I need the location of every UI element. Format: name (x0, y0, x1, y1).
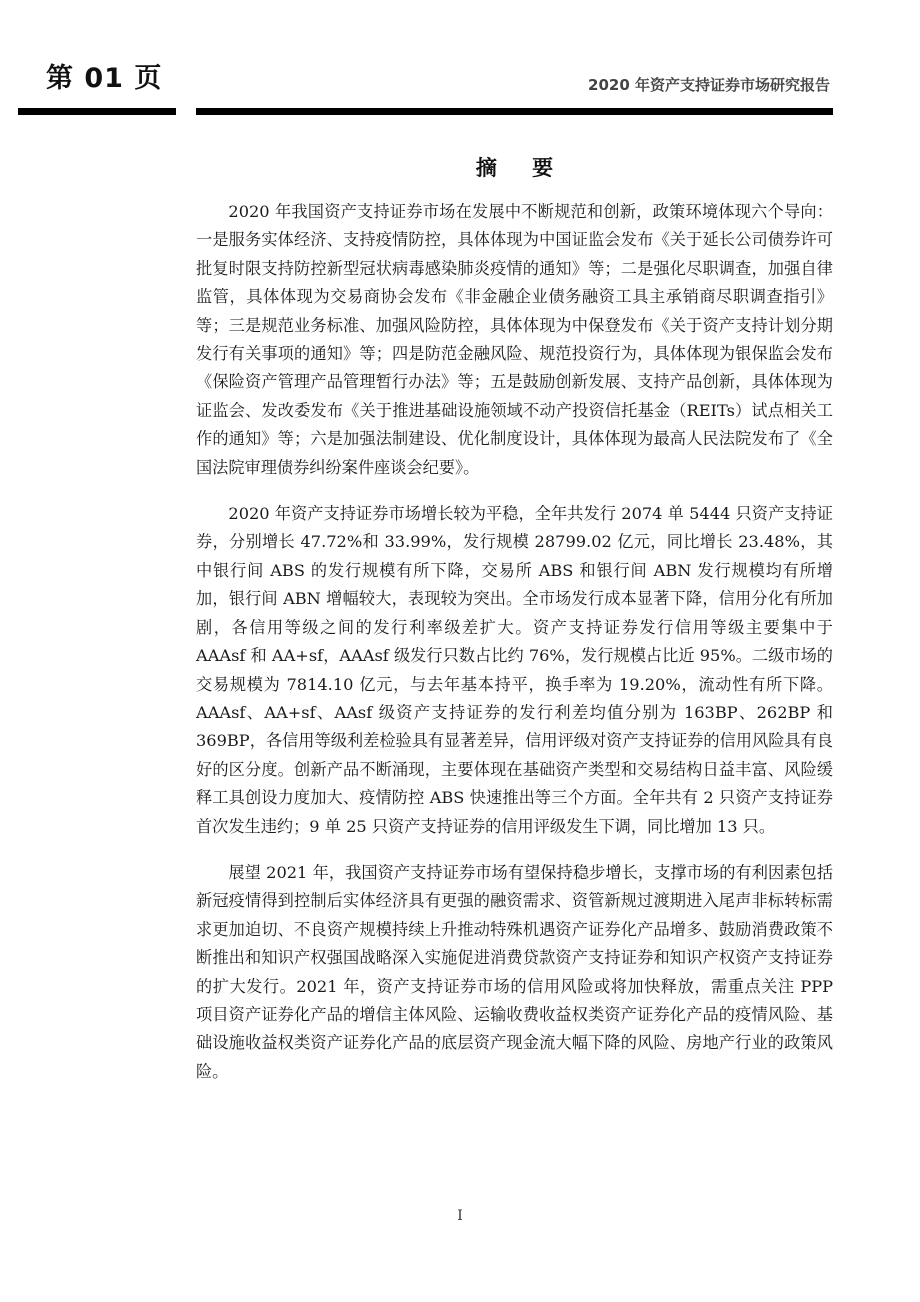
abstract-section (196, 152, 833, 1104)
page-number: I (457, 1208, 463, 1224)
abstract-paragraph-market: 2020 年资产支持证券市场增长较为平稳，全年共发行 2074 单 5444 只资产支持证券，分别增长 47.72%和 33.99%，发行规模 28799.02 亿元，同比增长 23.48%，其中银行间 ABS 的发行规模有所下降，交易所 ABS 和银行间 ABN 发行规模均有所增加，银行间 ABN 增幅较大，表现较为突出。全市场发行成本显著下降，信用分化有所加剧，各信用等级之间的发行利率级差扩大。资产支持证券发行信用等级主要集中于 AAAsf 和 AA+sf，AAAsf 级发行只数占比约 76%，发行规模占比近 95%。二级市场的交易规模为 7814.10 亿元，与去年基本持平，换手率为 19.20%，流动性有所下降。AAAsf、AA+sf、AAsf 级资产支持证券的发行利差均值分别为 163BP、262BP 和 369BP，各信用等级利差检验具有显著差异，信用评级对资产支持证券的信用风险具有良好的区分度。创新产品不断涌现，主要体现在基础资产类型和交易结构日益丰富、风险缓释工具创设力度加大、疫情防控 ABS 快速推出等三个方面。全年共有 2 只资产支持证券首次发生违约；9 单 25 只资产支持证券的信用评级发生下调，同比增加 13 只。 (196, 504, 833, 836)
abstract-heading: 摘 要 (475, 156, 568, 180)
report-title: 2020 年资产支持证券市场研究报告 (588, 76, 830, 94)
header-rule-left (18, 108, 176, 115)
abstract-paragraph-outlook: 展望 2021 年，我国资产支持证券市场有望保持稳步增长，支撑市场的有利因素包括新冠疫情得到控制后实体经济具有更强的融资需求、资管新规过渡期进入尾声非标转标需求更加迫切、不良资产规模持续上升推动特殊机遇资产证券化产品增多、鼓励消费政策不断推出和知识产权强国战略深入实施促进消费贷款资产支持证券和知识产权资产支持证券的扩大发行。2021 年，资产支持证券市场的信用风险或将加快释放，需重点关注 PPP 项目资产证券化产品的增信主体风险、运输收费收益权类资产证券化产品的疫情风险、基础设施收益权类资产证券化产品的底层资产现金流大幅下降的风险、房地产行业的政策风险。 (196, 862, 833, 1081)
page-label: 第 01 页 (46, 63, 163, 94)
abstract-paragraph-policy: 2020 年我国资产支持证券市场在发展中不断规范和创新，政策环境体现六个导向：一是服务实体经济、支持疫情防控，具体体现为中国证监会发布《关于延长公司债券许可批复时限支持防控新型冠状病毒感染肺炎疫情的通知》等；二是强化尽职调查，加强自律监管，具体体现为交易商协会发布《非金融企业债务融资工具主承销商尽职调查指引》等；三是规范业务标准、加强风险防控，具体体现为中保登发布《关于资产支持计划分期发行有关事项的通知》等；四是防范金融风险、规范投资行为，具体体现为银保监会发布《保险资产管理产品管理暂行办法》等；五是鼓励创新发展、支持产品创新，具体体现为证监会、发改委发布《关于推进基础设施领域不动产投资信托基金（REITs）试点相关工作的通知》等；六是加强法制建设、优化制度设计，具体体现为最高人民法院发布了《全国法院审理债券纠纷案件座谈会纪要》。 (196, 202, 833, 477)
header-rule-right (196, 108, 833, 115)
